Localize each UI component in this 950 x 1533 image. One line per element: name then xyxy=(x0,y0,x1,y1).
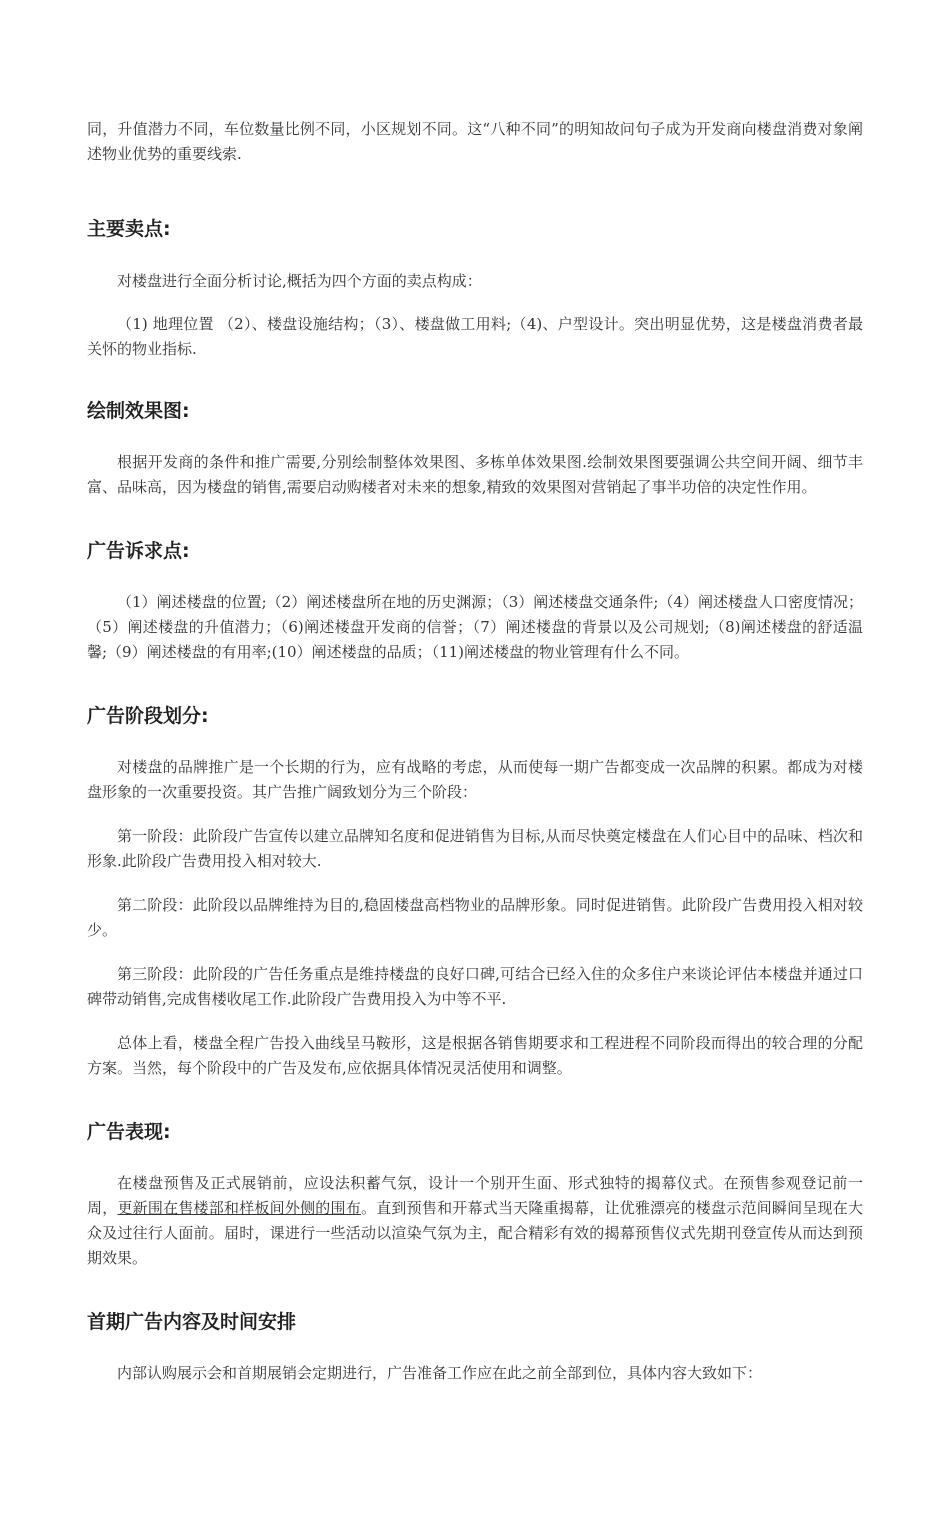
performance-text-after: 。直到预售和开幕式当天隆重揭幕，让优雅漂亮的楼盘示范间瞬间呈现在大众及过往行人面前。届时，课进行一些活动以渲染气氛为主，配合精彩有效的揭幕预售仪式先期刊登宣传从而达到预期效果。 xyxy=(87,1199,863,1267)
stages-paragraph-4: 第三阶段：此阶段的广告任务重点是维持楼盘的良好口碑,可结合已经入住的众多住户来谈论评估本楼盘并通过口碑带动销售,完成售楼收尾工作.此阶段广告费用投入为中等不平. xyxy=(87,965,863,1008)
performance-underlined-text: 更新围在售楼部和样板间外侧的围布 xyxy=(117,1199,361,1217)
document-page xyxy=(87,117,863,1386)
rendering-paragraph-1: 根据开发商的条件和推广需要,分别绘制整体效果图、多栋单体效果图.绘制效果图要强调公共空间开阔、细节丰富、品味高，因为楼盘的销售,需要启动购楼者对未来的想象,精致的效果图对营销起了事半功倍的决定性作用。 xyxy=(87,453,863,496)
intro-paragraph: 同，升值潜力不同，车位数量比例不同，小区规划不同。这“八种不同”的明知故问句子成为开发商向楼盘消费对象阐述物业优势的重要线索. xyxy=(87,120,863,163)
stages-paragraph-5: 总体上看，楼盘全程广告投入曲线呈马鞍形，这是根据各销售期要求和工程进程不同阶段而得出的较合理的分配方案。当然，每个阶段中的广告及发布,应依据具体情况灵活使用和调整。 xyxy=(87,1034,863,1077)
first-phase-paragraph-1: 内部认购展示会和首期展销会定期进行，广告准备工作应在此之前全部到位，具体内容大致如下： xyxy=(117,1364,763,1382)
selling-points-paragraph-2: （1) 地理位置 （2）、楼盘设施结构；（3）、楼盘做工用料;（4)、户型设计。突出明显优势，这是楼盘消费者最关怀的物业指标. xyxy=(87,315,863,358)
heading-first-phase: 首期广告内容及时间安排 xyxy=(87,1311,297,1333)
heading-selling-points: 主要卖点: xyxy=(87,218,171,240)
selling-points-paragraph-1: 对楼盘进行全面分析讨论,概括为四个方面的卖点构成： xyxy=(117,272,482,290)
stages-paragraph-3: 第二阶段：此阶段以品牌维持为目的,稳固楼盘高档物业的品牌形象。同时促进销售。此阶段广告费用投入相对较少。 xyxy=(87,896,863,939)
stages-paragraph-2: 第一阶段：此阶段广告宣传以建立品牌知名度和促进销售为目标,从而尽快奠定楼盘在人们心目中的品味、档次和形象.此阶段广告费用投入相对较大. xyxy=(87,827,863,870)
heading-rendering: 绘制效果图: xyxy=(87,400,190,422)
heading-performance: 广告表现: xyxy=(87,1121,171,1143)
performance-paragraph-1 xyxy=(87,1171,863,1271)
stages-paragraph-1: 对楼盘的品牌推广是一个长期的行为，应有战略的考虑，从而使每一期广告都变成一次品牌的积累。都成为对楼盘形象的一次重要投资。其广告推广阔致划分为三个阶段： xyxy=(87,758,863,801)
appeal-paragraph-1: （1）阐述楼盘的位置;（2）阐述楼盘所在地的历史渊源；（3）阐述楼盘交通条件;（4）阐述楼盘人口密度情况；（5）阐述楼盘的升值潜力；（6)阐述楼盘开发商的信誉；（7）阐述楼盘的背景以及公司规划;（8)阐述楼盘的舒适温馨;（9）阐述楼盘的有用率;(10）阐述楼盘的品质；（11)阐述楼盘的物业管理有什么不同。 xyxy=(87,593,863,661)
heading-appeal: 广告诉求点: xyxy=(87,540,190,562)
performance-text-before: 在楼盘预售及正式展销前，应设法积蓄气氛，设计一个别开生面、形式独特的揭幕仪式。在预售参观登记前一周， xyxy=(87,1174,863,1217)
heading-stages: 广告阶段划分: xyxy=(87,705,209,727)
